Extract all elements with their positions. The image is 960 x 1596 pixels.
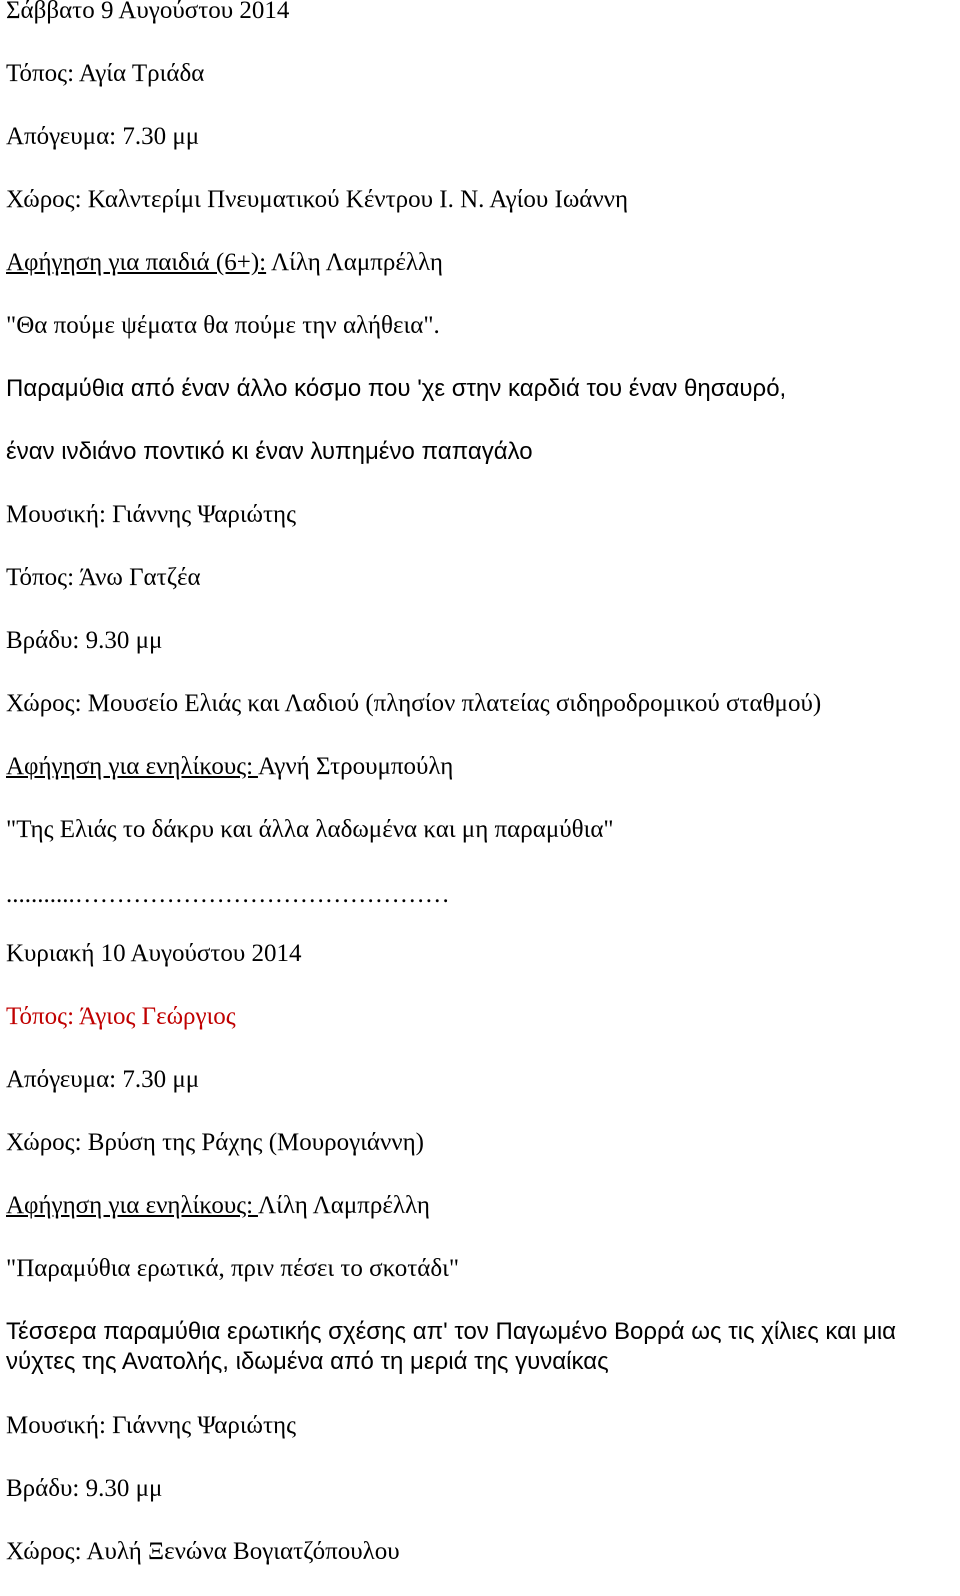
day1-desc-line2: έναν ινδιάνο ποντικό κι έναν λυπημένο παπαγάλο: [6, 438, 533, 465]
day1-narration: [6, 248, 443, 278]
day1-place2: Τόπος: Άνω Γατζέα: [6, 564, 201, 591]
day2-time2: Βράδυ: 9.30 μμ: [6, 1475, 163, 1502]
narration-label: Αφήγηση για παιδιά (6+):: [6, 249, 267, 276]
day2-title: "Παραμύθια ερωτικά, πριν πέσει το σκοτάδι": [6, 1255, 460, 1282]
day1-venue2: Χώρος: Μουσείο Ελιάς και Λαδιού (πλησίον πλατείας σιδηροδρομικού σταθμού): [6, 690, 822, 717]
narrator-name: Λίλη Λαμπρέλλη: [257, 1192, 430, 1219]
day2-place: Τόπος: Άγιος Γεώργιος: [6, 1003, 236, 1030]
day2-time: Απόγευμα: 7.30 μμ: [6, 1066, 200, 1093]
day1-place: Τόπος: Αγία Τριάδα: [6, 60, 205, 87]
day1-time2: Βράδυ: 9.30 μμ: [6, 627, 163, 654]
day2-venue2: Χώρος: Αυλή Ξενώνα Βογιατζόπουλου: [6, 1538, 400, 1565]
day2-venue: Χώρος: Βρύση της Ράχης (Μουρογιάννη): [6, 1129, 424, 1156]
day2-narration: [6, 1191, 430, 1221]
day2-date: Κυριακή 10 Αυγούστου 2014: [6, 940, 302, 967]
day2-music: Μουσική: Γιάννης Ψαριώτης: [6, 1412, 297, 1439]
separator: ...........………………………………………: [6, 881, 450, 908]
day1-title2: "Της Ελιάς το δάκρυ και άλλα λαδωμένα και μη παραμύθια": [6, 816, 614, 843]
day1-time: Απόγευμα: 7.30 μμ: [6, 123, 200, 150]
narrator-name: Αγνή Στρουμπούλη: [257, 753, 454, 780]
day1-desc-line1: Παραμύθια από έναν άλλο κόσμο που 'χε στην καρδιά του έναν θησαυρό,: [6, 375, 787, 402]
day1-venue: Χώρος: Καλντερίμι Πνευματικού Κέντρου Ι. Ν. Αγίου Ιωάννη: [6, 186, 629, 213]
narration-label: Αφήγηση για ενηλίκους:: [6, 1192, 258, 1219]
day1-music: Μουσική: Γιάννης Ψαριώτης: [6, 501, 297, 528]
day1-narration2: [6, 752, 453, 782]
day1-title: "Θα πούμε ψέματα θα πούμε την αλήθεια".: [6, 312, 440, 339]
narrator-name: Λίλη Λαμπρέλλη: [266, 249, 444, 276]
day1-date: Σάββατο 9 Αυγούστου 2014: [6, 0, 290, 24]
day2-description: Τέσσερα παραμύθια ερωτικής σχέσης απ' τον Παγωμένο Βορρά ως τις χίλιες και μια νύχτες της Ανατολής, ιδωμένα από τη μεριά της γυναίκας: [6, 1318, 897, 1375]
narration-label: Αφήγηση για ενηλίκους:: [6, 753, 258, 780]
